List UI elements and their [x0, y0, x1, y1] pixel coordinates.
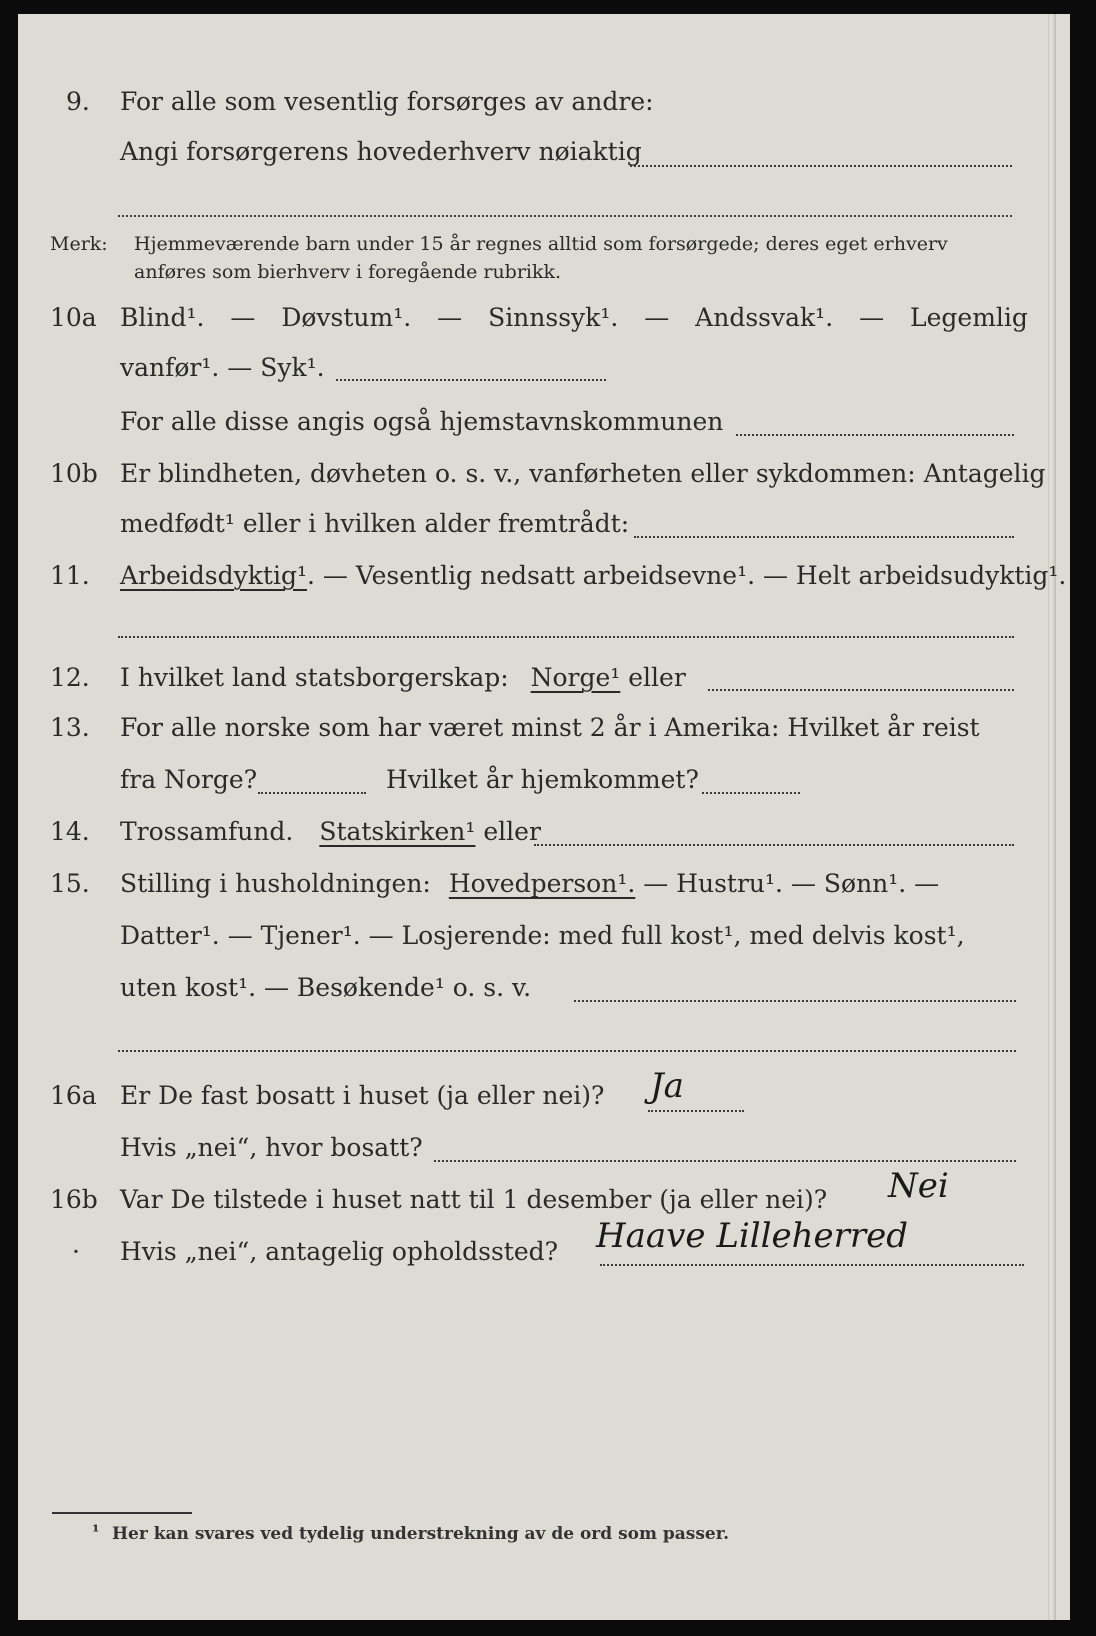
option-hovedperson[interactable]: Hovedperson¹.: [448, 869, 636, 898]
q16b-row-2: [0, 1230, 1096, 1274]
dash: —: [644, 303, 670, 332]
q16a-line-1: Er De fast bosatt i huset (ja eller nei)?: [120, 1081, 605, 1110]
q15-answer-line[interactable]: [574, 1000, 1016, 1002]
q14-question: Trossamfund.: [120, 817, 294, 846]
q12-question: I hvilket land statsborgerskap:: [120, 663, 509, 692]
q16b-line-2: Hvis „nei“, antagelig opholdssted?: [120, 1237, 559, 1266]
q11-answer-line[interactable]: [118, 636, 1014, 638]
q9-answer-line-2[interactable]: [118, 215, 1012, 217]
q10a-hometown-line[interactable]: [736, 434, 1014, 436]
q9-row-2: [0, 130, 1096, 174]
q9-number: 9.: [66, 87, 90, 116]
q12-row: [0, 656, 1096, 700]
q9-row-1: [0, 80, 1096, 124]
q15-line-3: uten kost¹. — Besøkende¹ o. s. v.: [120, 973, 532, 1002]
q10b-line-2: medfødt¹ eller i hvilken alder fremtrådt:: [120, 509, 630, 538]
q15-number: 15.: [50, 869, 90, 898]
q9-answer-line[interactable]: [630, 165, 1012, 167]
q13-row-2: [0, 758, 1096, 802]
footnote-mark: ¹: [92, 1522, 100, 1542]
q10b-line-1: Er blindheten, døvheten o. s. v., vanførheten eller sykdommen: Antagelig: [120, 459, 1046, 488]
q13-line-1: For alle norske som har været minst 2 år i Amerika: Hvilket år reist: [120, 713, 980, 742]
q13-number: 13.: [50, 713, 90, 742]
q16a-number: 16a: [50, 1081, 97, 1110]
q14-eller: eller: [483, 817, 541, 846]
footnote-text: Her kan svares ved tydelig understrekning av de ord som passer.: [112, 1524, 730, 1544]
q10a-line-1: [120, 296, 1028, 340]
q13-row-1: [0, 706, 1096, 750]
q13-hjemkommet-line[interactable]: [702, 792, 800, 794]
q16b-opholdssted-handwritten[interactable]: Haave Lilleherred: [596, 1216, 909, 1256]
q16a-row-1: [0, 1074, 1096, 1118]
q12-answer-line[interactable]: [708, 689, 1014, 691]
q10b-row-1: [0, 452, 1096, 496]
dash: —: [859, 303, 885, 332]
q13-line-2b: Hvilket år hjemkommet?: [386, 765, 699, 794]
dash: —: [437, 303, 463, 332]
option-statskirken[interactable]: Statskirken¹: [319, 817, 476, 846]
q10a-row-2: [0, 346, 1096, 390]
option-sinnssyk[interactable]: Sinnssyk¹.: [488, 303, 619, 332]
q16b-bullet: ·: [72, 1237, 80, 1266]
q9-line-2: Angi forsørgerens hovederhverv nøiaktig: [120, 137, 642, 166]
q12-number: 12.: [50, 663, 90, 692]
q16a-row-2: [0, 1126, 1096, 1170]
q12-eller: eller: [628, 663, 686, 692]
q15-row-2: [0, 914, 1096, 958]
q15-row-1: [0, 862, 1096, 906]
q14-number: 14.: [50, 817, 90, 846]
q15-row-3: [0, 966, 1096, 1010]
q11-row: [0, 554, 1096, 598]
merk-line-1: Hjemmeværende barn under 15 år regnes alltid som forsørgede; deres eget erhverv: [134, 233, 948, 255]
q16a-answer-handwritten[interactable]: Ja: [650, 1066, 684, 1106]
merk-line-2: anføres som bierhverv i foregående rubrikk.: [134, 261, 562, 283]
option-legemlig[interactable]: Legemlig: [910, 303, 1028, 332]
q16a-answer-line[interactable]: [648, 1110, 744, 1112]
q16b-answer-line[interactable]: [600, 1264, 1024, 1266]
q14-line: [120, 810, 541, 854]
footnote-divider: [52, 1512, 192, 1514]
q15-question: Stilling i husholdningen:: [120, 869, 431, 898]
option-blind[interactable]: Blind¹.: [120, 303, 205, 332]
q15-line-2: Datter¹. — Tjener¹. — Losjerende: med full kost¹, med delvis kost¹,: [120, 921, 965, 950]
dash: —: [230, 303, 256, 332]
q11-line: [120, 554, 1066, 598]
q10b-row-2: [0, 502, 1096, 546]
q16a-bosatt-line[interactable]: [434, 1160, 1016, 1162]
q15-options: — Hustru¹. — Sønn¹. —: [643, 869, 940, 898]
q13-reist-line[interactable]: [258, 792, 366, 794]
q10a-answer-line[interactable]: [336, 379, 606, 381]
q16a-line-2: Hvis „nei“, hvor bosatt?: [120, 1133, 423, 1162]
q10a-row-3: [0, 400, 1096, 444]
q10a-number: 10a: [50, 303, 97, 332]
option-norge[interactable]: Norge¹: [530, 663, 621, 692]
q10a-line-3: For alle disse angis også hjemstavnskommunen: [120, 407, 724, 436]
merk-label: Merk:: [50, 233, 108, 255]
q11-rest: . — Vesentlig nedsatt arbeidsevne¹. — Helt arbeidsudyktig¹.: [306, 561, 1067, 590]
q16b-number: 16b: [50, 1185, 98, 1214]
q15-line-1: [120, 862, 939, 906]
q15-answer-line-2[interactable]: [118, 1050, 1016, 1052]
q13-line-2a: fra Norge?: [120, 765, 258, 794]
q10b-answer-line[interactable]: [634, 536, 1014, 538]
option-arbeidsdyktig[interactable]: Arbeidsdyktig¹: [120, 561, 307, 590]
q9-line-1: For alle som vesentlig forsørges av andre:: [120, 87, 654, 116]
q16b-answer-handwritten[interactable]: Nei: [888, 1166, 949, 1206]
q11-number: 11.: [50, 561, 90, 590]
option-dovstum[interactable]: Døvstum¹.: [281, 303, 412, 332]
q10a-row-1: [0, 296, 1096, 340]
q10b-number: 10b: [50, 459, 98, 488]
q14-answer-line[interactable]: [534, 844, 1014, 846]
option-andssvak[interactable]: Andssvak¹.: [695, 303, 834, 332]
q14-row: [0, 810, 1096, 854]
q10a-line-2: vanfør¹. — Syk¹.: [120, 353, 325, 382]
q12-line: [120, 656, 686, 700]
q16b-line-1: Var De tilstede i huset natt til 1 desember (ja eller nei)?: [120, 1185, 828, 1214]
